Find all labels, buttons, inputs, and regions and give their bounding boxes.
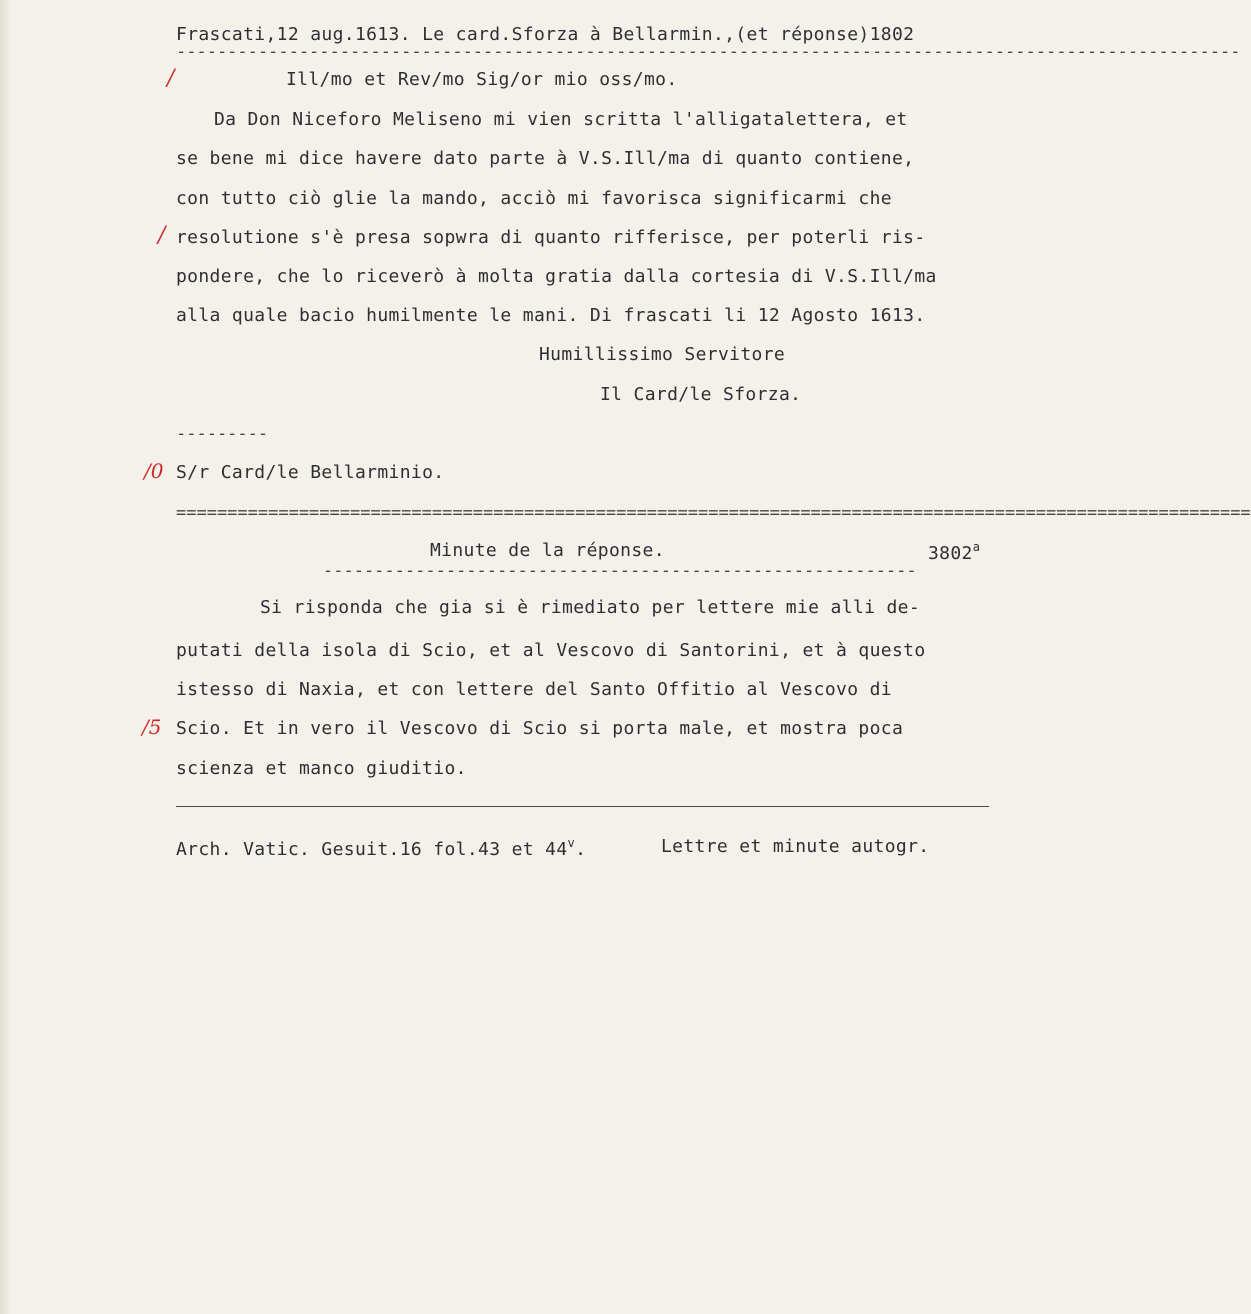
footer-source-end: . bbox=[575, 839, 587, 860]
letter-line: alla quale bacio humilmente le mani. Di frascati li 12 Agosto 1613. bbox=[176, 305, 926, 326]
letter-line: Da Don Niceforo Meliseno mi vien scritta l'alligatalettera, et bbox=[214, 109, 908, 130]
minute-number bbox=[928, 540, 980, 564]
minute-line: putati della isola di Scio, et al Vescovo di Santorini, et à questo bbox=[176, 640, 926, 661]
letter-line: se bene mi dice havere dato parte à V.S.Ill/ma di quanto contiene, bbox=[176, 148, 915, 169]
margin-line-number-10: /0 bbox=[144, 459, 164, 483]
minute-title: Minute de la réponse. bbox=[430, 540, 665, 561]
letter-line: resolutione s'è presa sopwra di quanto rifferisce, per poterli ris- bbox=[176, 227, 926, 248]
page-edge-shadow bbox=[0, 0, 12, 1314]
header-underline: -------------------------------------------------------------------------------------------------------- bbox=[176, 42, 1241, 62]
margin-line-number-1: / bbox=[167, 66, 175, 91]
letter-line: pondere, che lo riceverò à molta gratia dalla cortesia di V.S.Ill/ma bbox=[176, 266, 937, 287]
short-separator: --------- bbox=[176, 424, 269, 444]
footer-note: Lettre et minute autogr. bbox=[661, 836, 930, 857]
minute-number-value: 3802 bbox=[928, 543, 973, 564]
footer-source bbox=[176, 836, 586, 860]
minute-title-underline: ---------------------------------------------------------- bbox=[323, 561, 917, 581]
minute-line: Scio. Et in vero il Vescovo di Scio si porta male, et mostra poca bbox=[176, 718, 904, 739]
minute-line: scienza et manco giuditio. bbox=[176, 758, 467, 779]
page-header: Frascati,12 aug.1613. Le card.Sforza à Bellarmin.,(et réponse)1802 bbox=[176, 24, 915, 45]
minute-number-suffix: a bbox=[972, 540, 981, 554]
letter-line: con tutto ciò glie la mando, acciò mi favorisca significarmi che bbox=[176, 188, 892, 209]
footer-source-sup: v bbox=[567, 836, 576, 850]
footer-source-text: Arch. Vatic. Gesuit.16 fol.43 et 44 bbox=[176, 839, 568, 860]
margin-line-number-15: /5 bbox=[142, 715, 162, 739]
letter-salutation: Ill/mo et Rev/mo Sig/or mio oss/mo. bbox=[286, 69, 678, 90]
letter-closing: Humillissimo Servitore bbox=[539, 344, 786, 365]
letter-signature: Il Card/le Sforza. bbox=[600, 384, 802, 405]
margin-line-number-5: / bbox=[158, 223, 166, 248]
double-rule-separator: ========================================================================================================= bbox=[176, 503, 1251, 523]
letter-addressee: S/r Card/le Bellarminio. bbox=[176, 462, 445, 483]
minute-line: istesso di Naxia, et con lettere del Santo Offitio al Vescovo di bbox=[176, 679, 892, 700]
minute-line: Si risponda che gia si è rimediato per lettere mie alli de- bbox=[260, 597, 921, 618]
footer-rule bbox=[176, 806, 989, 807]
